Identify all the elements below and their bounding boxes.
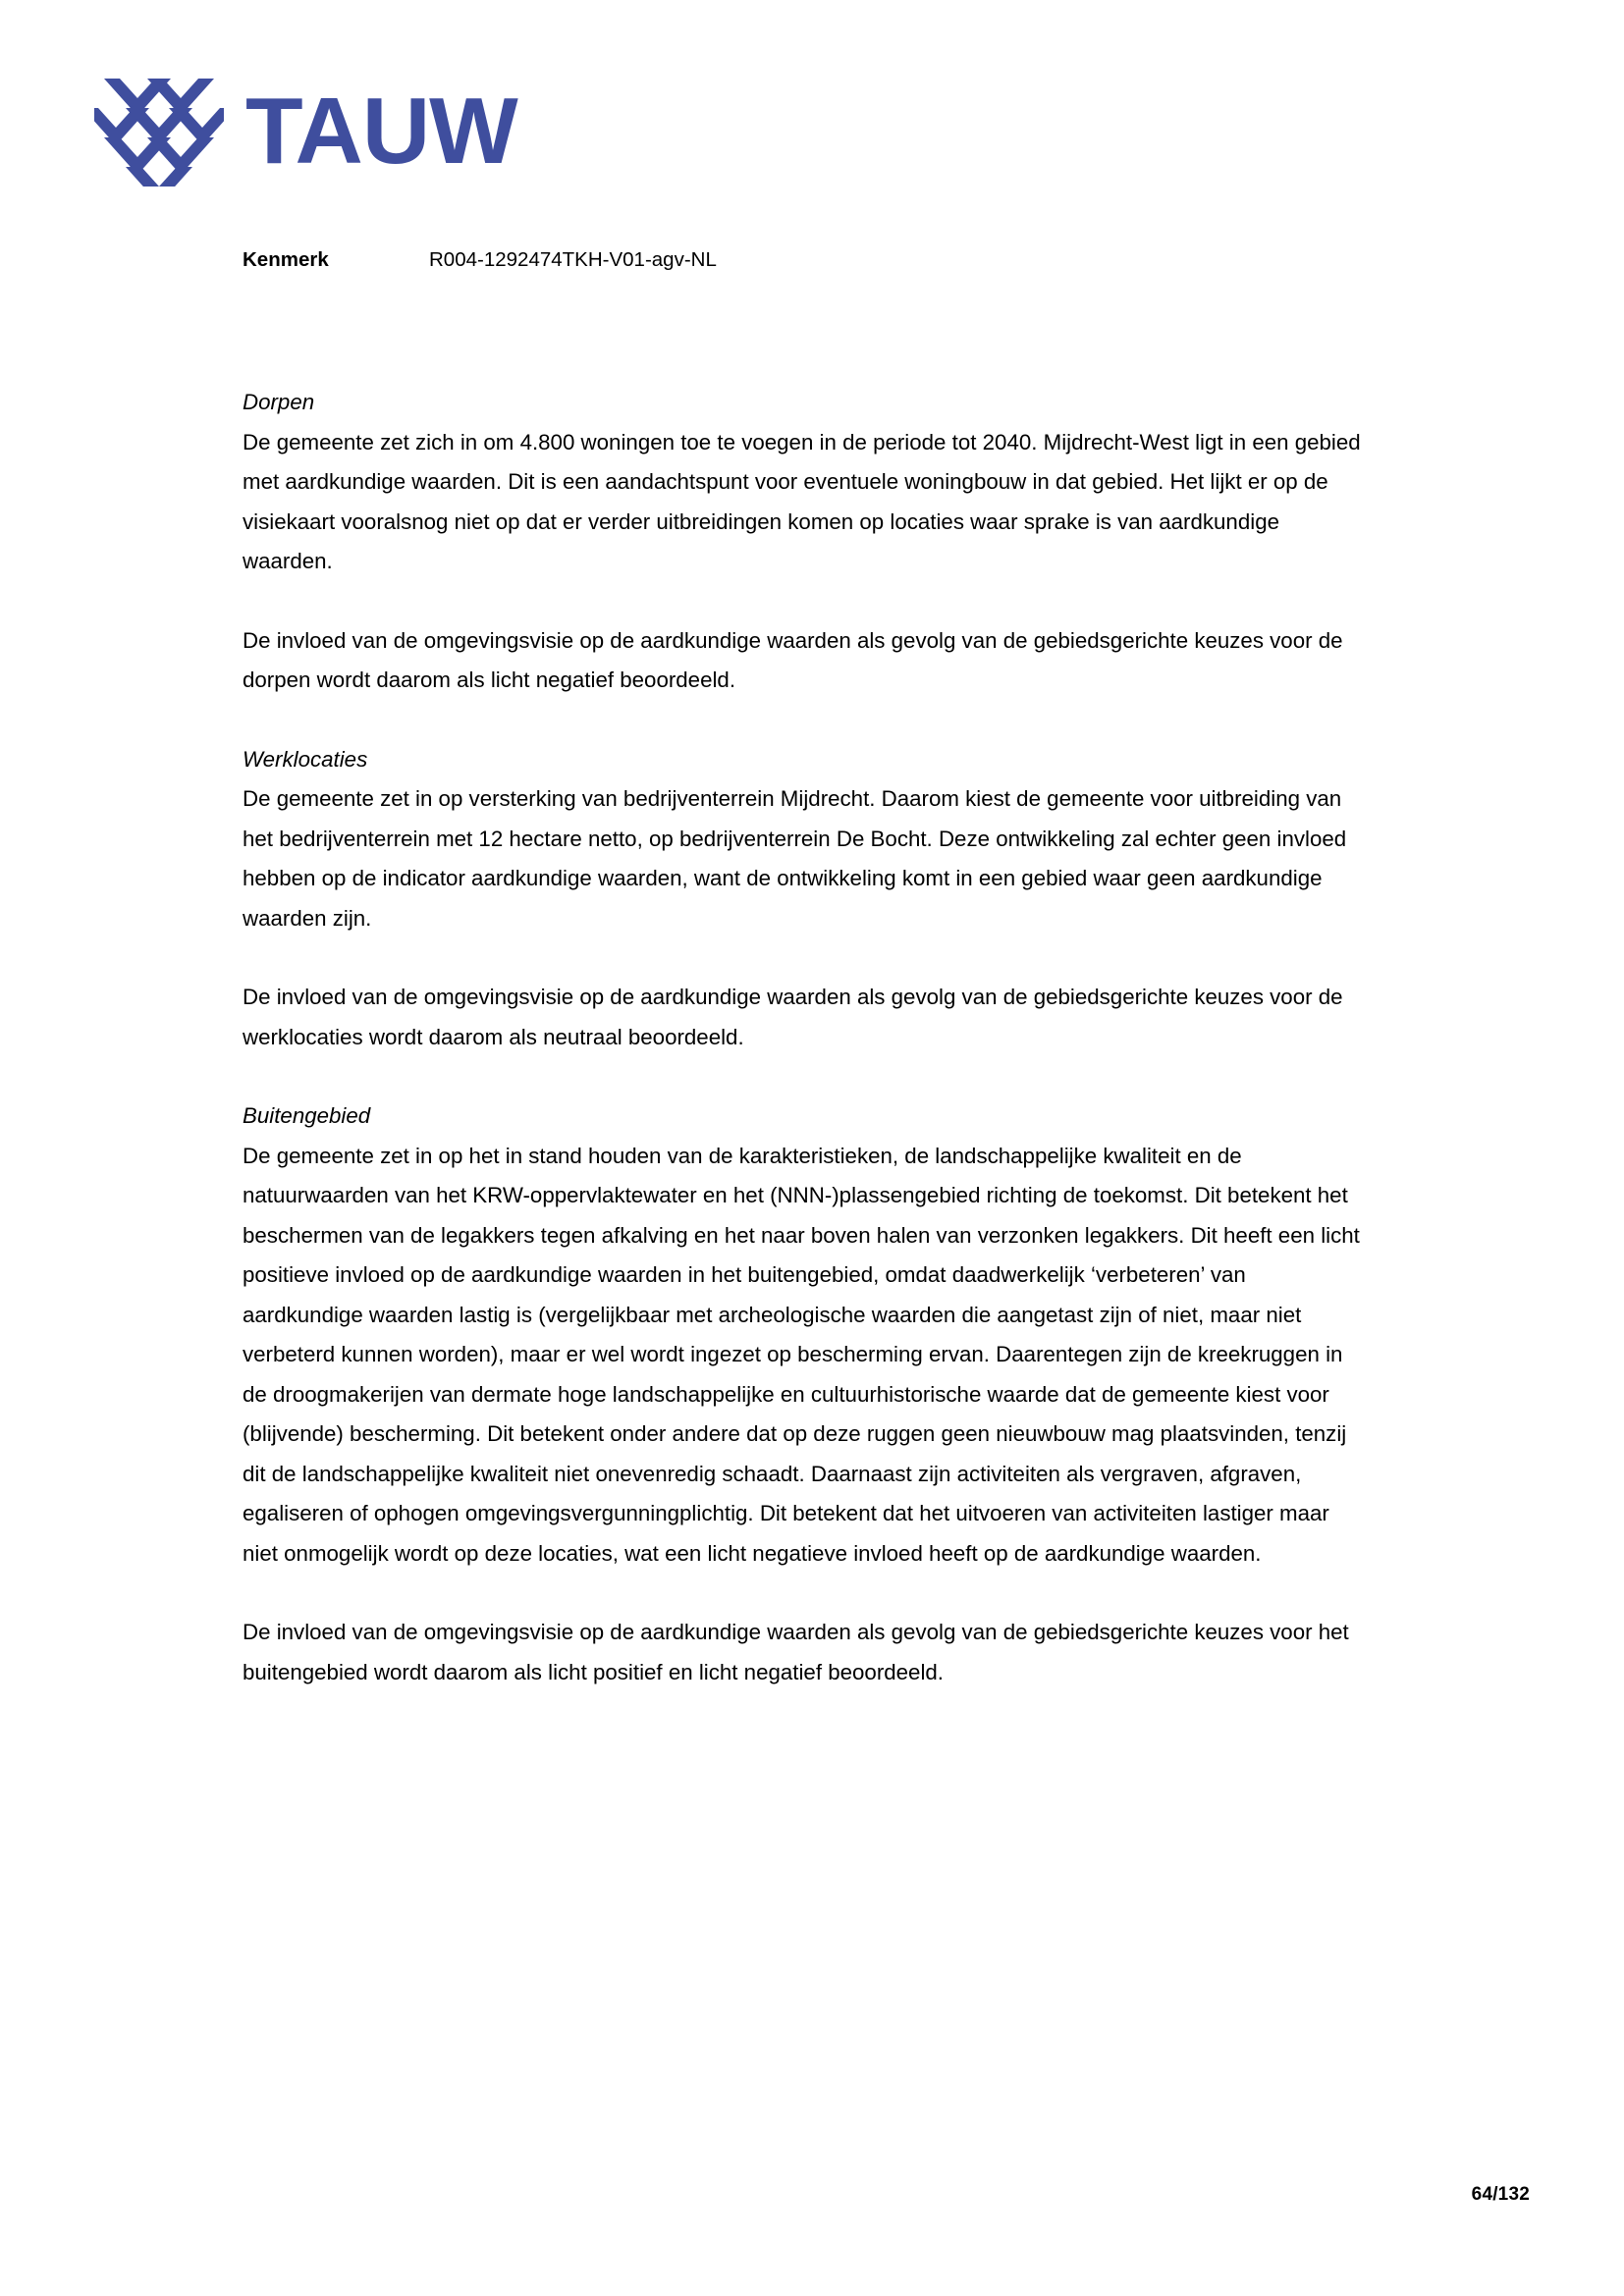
section-heading: Dorpen: [243, 390, 315, 414]
body-text: De invloed van de omgevingsvisie op de aardkundige waarden als gevolg van de gebiedsgerichte keuzes voor de dorpen wordt daarom als: [243, 627, 1343, 692]
paragraph: [243, 1137, 1367, 1575]
body-text: De gemeente zet zich in om 4.800 woningen toe te voegen in de periode tot 2040. Mijdrecht-West ligt in een gebied met aardkundige waarden. Dit is een aandachtspunt voor eventuele woningbouw in dat gebied. Het lijkt er op de visiekaart vooralsnog niet op dat er verder uitbreidingen komen op locaties waar sprake is van aardkundige waarden.: [243, 429, 1361, 573]
tauw-lattice-logo-icon: [94, 71, 224, 187]
kenmerk-header: [243, 247, 717, 274]
paragraph: [243, 423, 1367, 582]
section-spacer: [243, 1057, 1367, 1096]
paragraph-spacer: [243, 938, 1367, 978]
emphasis-text: licht negatief: [698, 1659, 823, 1684]
body-text: De invloed van de omgevingsvisie op de aardkundige waarden als gevolg van de gebiedsgerichte keuzes voor het buitengebied wordt daarom als: [243, 1620, 1349, 1684]
body-text: De gemeente zet in op het in stand houden van de karakteristieken, de landschappelijke kwaliteit en de natuurwaarden van het KRW-oppervlaktewater en het (NNN-)plassengebied richting de toekomst. Dit betekent het beschermen van de legakkers tegen afkalving en het naar boven halen van verzonken legakkers. Dit heeft een licht positieve invloed op de aardkundige waarden in het buitengebied, omdat daadwerkelijk ‘verbeteren’ van aardkundige waarden lastig is (vergelijkbaar met archeologische waarden die aangetast zijn of niet, maar niet verbeterd kunnen worden), maar er wel wordt ingezet op bescherming ervan. Daarentegen zijn de kreekruggen in de droogmakerijen van dermate hoge landschappelijke en cultuurhistorische waarde dat de gemeente kiest voor (blijvende) bescherming. Dit betekent onder andere dat op deze ruggen geen nieuwbouw mag plaatsvinden, tenzij dit de landschappelijke kwaliteit niet onevenredig schaadt. Daarnaast zijn activiteiten als vergraven, afgraven, egaliseren of ophogen omgevingsvergunningplichtig. Dit betekent dat het uitvoeren van activiteiten lastiger maar niet onmogelijk wordt op deze locaties, wat een licht negatieve invloed heeft op de aardkundige waarden.: [243, 1143, 1360, 1566]
emphasis-text: licht positief: [548, 1659, 663, 1684]
emphasis-text: licht negatief: [490, 667, 615, 692]
section-heading: Werklocaties: [243, 746, 368, 772]
kenmerk-label: Kenmerk: [243, 248, 329, 271]
paragraph: [243, 779, 1367, 938]
paragraph-spacer: [243, 582, 1367, 621]
kenmerk-value: R004-1292474TKH-V01-agv-NL: [429, 248, 717, 271]
document-body: [243, 383, 1367, 1692]
section-heading: Buitengebied: [243, 1103, 371, 1128]
paragraph: [243, 1613, 1367, 1692]
section-spacer: [243, 701, 1367, 740]
tauw-logo: [94, 71, 517, 187]
paragraph: [243, 978, 1367, 1057]
body-text: De gemeente zet in op versterking van bedrijventerrein Mijdrecht. Daarom kiest de gemeente voor uitbreiding van het bedrijventerrein met 12 hectare netto, op bedrijventerrein De Bocht. Deze ontwikkeling zal echter geen invloed hebben op de indicator aardkundige waarden, want de ontwikkeling komt in een gebied waar geen aardkundige waarden zijn.: [243, 786, 1347, 931]
body-text: beoordeeld.: [614, 667, 736, 692]
body-text: De invloed van de omgevingsvisie op de aardkundige waarden als gevolg van de gebiedsgerichte keuzes voor de werklocaties wordt daarom als: [243, 985, 1343, 1049]
tauw-wordmark: TAUW: [245, 79, 517, 184]
page-number: 64/132: [1471, 2184, 1530, 2205]
body-text: beoordeeld.: [622, 1024, 744, 1049]
paragraph: [243, 621, 1367, 701]
paragraph-spacer: [243, 1574, 1367, 1613]
body-text: beoordeeld.: [822, 1659, 945, 1684]
body-text: en: [662, 1659, 699, 1684]
emphasis-text: neutraal: [543, 1024, 623, 1049]
